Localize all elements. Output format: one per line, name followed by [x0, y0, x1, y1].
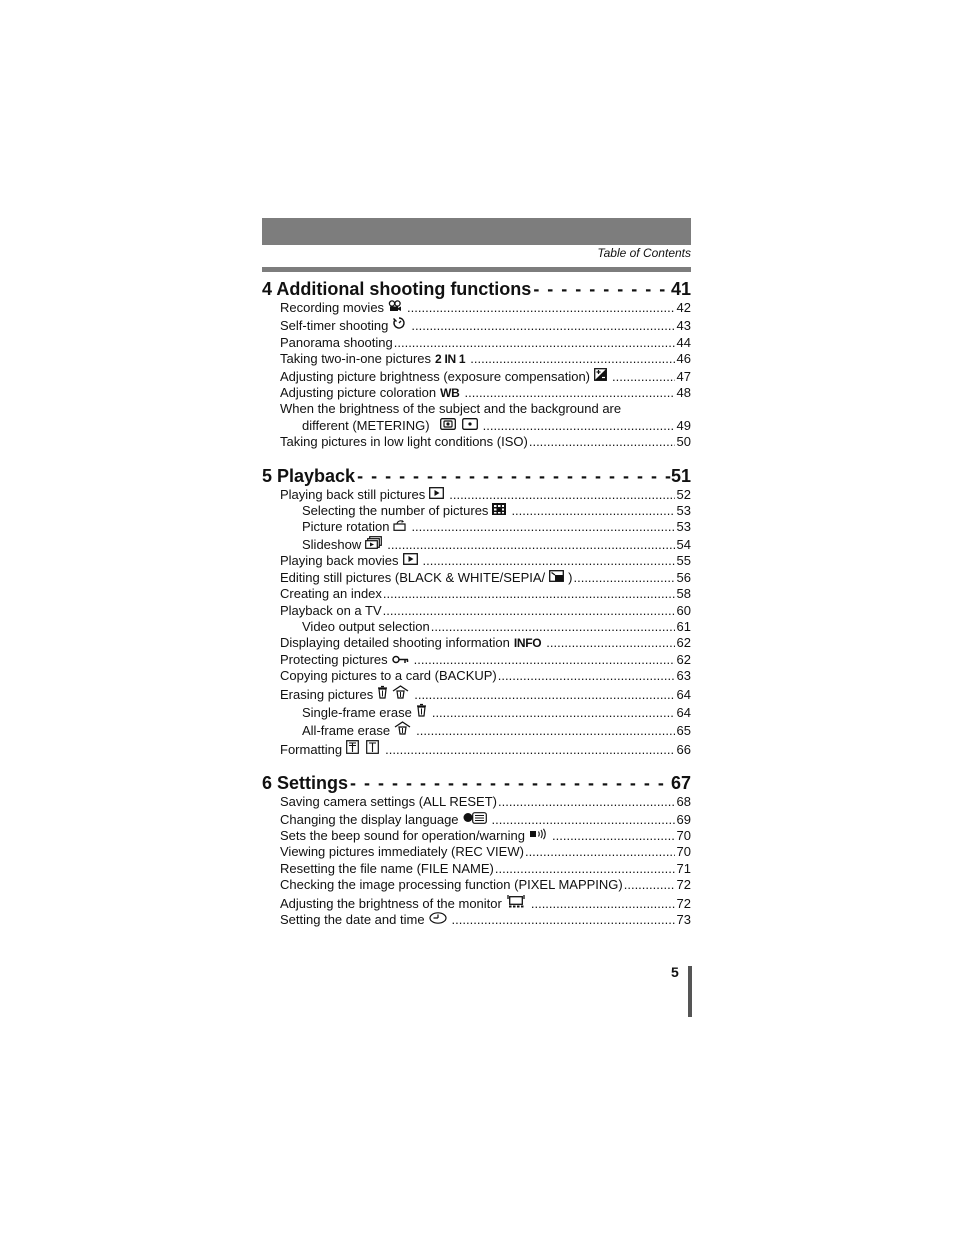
entry-text: Setting the date and time: [280, 912, 425, 927]
entry-line: [302, 418, 691, 434]
entry-text: Taking two-in-one pictures: [280, 351, 432, 367]
entry-text: Video output selection: [302, 618, 430, 634]
page-number: 5: [671, 964, 679, 980]
toc-entry[interactable]: [280, 586, 691, 602]
toc-subentry[interactable]: [302, 519, 691, 535]
entry-page: 50: [676, 434, 691, 450]
entry-text: Creating an index: [280, 586, 382, 602]
index-grid-icon: [492, 503, 506, 515]
dot-leader: [482, 418, 675, 434]
toc-entry[interactable]: [280, 300, 691, 316]
playback-icon: [429, 487, 444, 499]
chapter-gap: [262, 758, 691, 772]
dot-leader: [413, 652, 675, 668]
dot-leader: [382, 603, 675, 619]
toc-entry[interactable]: [280, 434, 691, 450]
dot-leader: [497, 668, 675, 684]
chapter-leader: [531, 278, 671, 300]
dot-leader: [524, 844, 675, 860]
icon-label: WB: [440, 386, 460, 401]
dot-leader: [422, 553, 675, 569]
dot-leader: [431, 705, 675, 721]
entry-page: 73: [676, 912, 691, 927]
entry-text: Panorama shooting: [280, 334, 393, 350]
entry-text: Sets the beep sound for operation/warning: [280, 827, 526, 843]
metering-icon: [440, 418, 478, 430]
entry-page: 61: [676, 618, 691, 634]
entry-text: Resetting the file name (FILE NAME): [280, 860, 494, 876]
entry-text: Adjusting picture coloration: [280, 385, 437, 401]
dot-leader: [572, 570, 674, 586]
toc-entry[interactable]: [280, 668, 691, 684]
entry-page: 58: [676, 586, 691, 602]
entry-page: 55: [676, 553, 691, 569]
toc-entry[interactable]: [280, 828, 691, 844]
toc-entry[interactable]: [280, 385, 691, 401]
entry-page: 70: [676, 827, 691, 843]
page-edge-bar: [688, 966, 692, 1017]
movie-icon: [388, 300, 402, 312]
entry-page: 53: [676, 519, 691, 535]
header-bar: [262, 218, 691, 245]
entry-text: When the brightness of the subject and the background are: [280, 401, 622, 417]
running-title: Table of Contents: [597, 246, 691, 260]
key-icon: [392, 655, 409, 664]
clock-icon: [429, 912, 447, 924]
toc-entry[interactable]: [280, 368, 691, 385]
chapter-gap: [262, 451, 691, 465]
toc-subentry[interactable]: [302, 721, 691, 739]
toc: [262, 272, 691, 928]
icon-label: 2 IN 1: [435, 352, 466, 367]
toc-entry[interactable]: [280, 316, 691, 334]
toc-subentry[interactable]: [302, 703, 691, 721]
entry-text: Self-timer shooting: [280, 318, 389, 334]
chapter-6: [262, 772, 691, 928]
chapter-5: [262, 465, 691, 759]
chapter-page: 41: [670, 279, 691, 299]
entry-page: 65: [676, 723, 691, 739]
entry-text: Copying pictures to a card (BACKUP): [280, 668, 497, 684]
dot-leader: [464, 385, 675, 401]
entry-text: Playback on a TV: [280, 602, 382, 618]
erase-icons: [377, 685, 409, 703]
toc-entry[interactable]: [280, 912, 691, 928]
dot-leader: [384, 742, 674, 758]
chapter-heading[interactable]: [262, 278, 691, 300]
toc-entry[interactable]: [280, 570, 691, 586]
dot-leader: [410, 519, 674, 535]
entry-text: Taking pictures in low light conditions (ISO): [280, 434, 528, 450]
entry-text-continued: different (METERING): [302, 417, 430, 433]
entry-page: 66: [676, 741, 691, 757]
toc-subentry[interactable]: [302, 536, 691, 553]
dot-leader: [491, 812, 675, 828]
dot-leader: [510, 503, 674, 519]
entry-page: 48: [676, 385, 691, 401]
entry-page: 56: [676, 569, 691, 585]
toc-entry[interactable]: [280, 652, 691, 668]
dot-leader: [530, 896, 675, 912]
entry-page: 49: [676, 417, 691, 433]
chapter-heading[interactable]: [262, 772, 691, 794]
slideshow-icon: [365, 536, 382, 549]
toc-entry[interactable]: [280, 401, 691, 434]
entry-text-suffix: ): [568, 569, 573, 585]
entry-text: Playing back movies: [280, 553, 399, 569]
chapter-4: [262, 278, 691, 451]
entry-text: Checking the image processing function (PIXEL MAPPING): [280, 877, 623, 893]
dot-leader: [451, 912, 675, 928]
dot-leader: [545, 635, 674, 651]
beep-icon: [529, 828, 547, 840]
entry-text: Slideshow: [302, 536, 362, 552]
format-icons: [346, 740, 380, 754]
entry-page: 53: [676, 503, 691, 519]
chapter-title: 6 Settings: [262, 773, 349, 794]
entry-page: 44: [676, 334, 691, 350]
toc-entry[interactable]: [280, 335, 691, 351]
dot-leader: [386, 537, 674, 553]
chapter-heading[interactable]: [262, 465, 691, 487]
rotation-icon: [393, 519, 406, 531]
entry-text: Adjusting picture brightness (exposure compensation): [280, 368, 591, 384]
dot-leader: [382, 586, 675, 602]
entry-text: Viewing pictures immediately (REC VIEW): [280, 844, 524, 860]
entry-text: Changing the display language: [280, 811, 459, 827]
entry-text: Selecting the number of pictures: [302, 503, 489, 519]
toc-entry[interactable]: [280, 894, 691, 912]
toc-entry[interactable]: [280, 603, 691, 619]
entry-text: Recording movies: [280, 300, 385, 315]
entry-text: Playing back still pictures: [280, 486, 426, 502]
dot-leader: [430, 619, 675, 635]
chapter-page: 51: [670, 465, 691, 486]
dot-leader: [497, 794, 675, 810]
chapter-page: 67: [670, 773, 691, 794]
entry-page: 60: [676, 602, 691, 618]
dot-leader: [415, 723, 674, 739]
toc-entry[interactable]: [280, 740, 691, 758]
entry-text: Single-frame erase: [302, 704, 412, 720]
entry-page: 62: [676, 651, 691, 667]
entry-text: Editing still pictures (BLACK & WHITE/SEPIA/: [280, 569, 546, 585]
entry-page: 54: [676, 536, 691, 552]
entry-page: 64: [676, 686, 691, 702]
monitor-brightness-icon: [506, 894, 526, 908]
entry-text: Formatting: [280, 741, 343, 757]
toc-entry[interactable]: [280, 351, 691, 367]
toc-entry[interactable]: [280, 685, 691, 703]
toc-entry[interactable]: [280, 635, 691, 651]
toc-entry[interactable]: [280, 844, 691, 860]
entry-page: 52: [676, 486, 691, 502]
toc-entry[interactable]: [280, 877, 691, 893]
chapter-title: 4 Additional shooting functions: [262, 279, 532, 299]
entry-text: Picture rotation: [302, 519, 390, 535]
entry-page: 72: [676, 877, 691, 893]
toc-entry[interactable]: [280, 487, 691, 503]
entry-page: 71: [676, 860, 691, 876]
single-erase-icon: [416, 703, 427, 717]
dot-leader: [469, 351, 674, 367]
dot-leader: [528, 434, 675, 450]
entry-page: 47: [676, 368, 691, 384]
entry-text: Saving camera settings (ALL RESET): [280, 794, 497, 810]
dot-leader: [406, 300, 674, 316]
entry-page: 63: [676, 668, 691, 684]
playback-icon: [403, 553, 418, 565]
entry-page: 69: [676, 811, 691, 827]
resize-icon: [549, 570, 564, 582]
icon-label: INFO: [513, 636, 542, 651]
chapter-leader: [348, 772, 671, 794]
toc-entry[interactable]: [280, 553, 691, 569]
self-timer-icon: [392, 316, 406, 330]
toc-subentry[interactable]: [302, 503, 691, 519]
chapter-title: 5 Playback: [262, 465, 356, 486]
dot-leader: [413, 687, 674, 703]
entry-page: 62: [676, 635, 691, 651]
toc-entry[interactable]: [280, 861, 691, 877]
toc-subentry[interactable]: [302, 619, 691, 635]
dot-leader: [448, 487, 674, 503]
dot-leader: [623, 877, 675, 893]
exposure-icon: [594, 368, 607, 381]
entry-page: 68: [676, 794, 691, 810]
all-erase-icon: [394, 721, 411, 735]
toc-entry[interactable]: [280, 811, 691, 828]
entry-page: 64: [676, 704, 691, 720]
entry-text: All-frame erase: [302, 723, 391, 739]
entry-page: 70: [676, 844, 691, 860]
toc-page: [262, 218, 691, 928]
chapter-leader: [355, 465, 671, 487]
entry-line: [280, 401, 691, 417]
dot-leader: [494, 861, 675, 877]
language-icon: [463, 811, 487, 824]
dot-leader: [611, 369, 675, 385]
dot-leader: [410, 318, 674, 334]
entry-page: 46: [676, 351, 691, 367]
dot-leader: [551, 828, 675, 844]
entry-page: 42: [676, 300, 691, 315]
entry-page: 43: [676, 318, 691, 334]
entry-text: Displaying detailed shooting information: [280, 635, 510, 651]
entry-page: 72: [676, 895, 691, 911]
dot-leader: [393, 335, 675, 351]
toc-entry[interactable]: [280, 794, 691, 810]
entry-text: Erasing pictures: [280, 686, 374, 702]
entry-text: Protecting pictures: [280, 651, 388, 667]
entry-text: Adjusting the brightness of the monitor: [280, 895, 502, 911]
